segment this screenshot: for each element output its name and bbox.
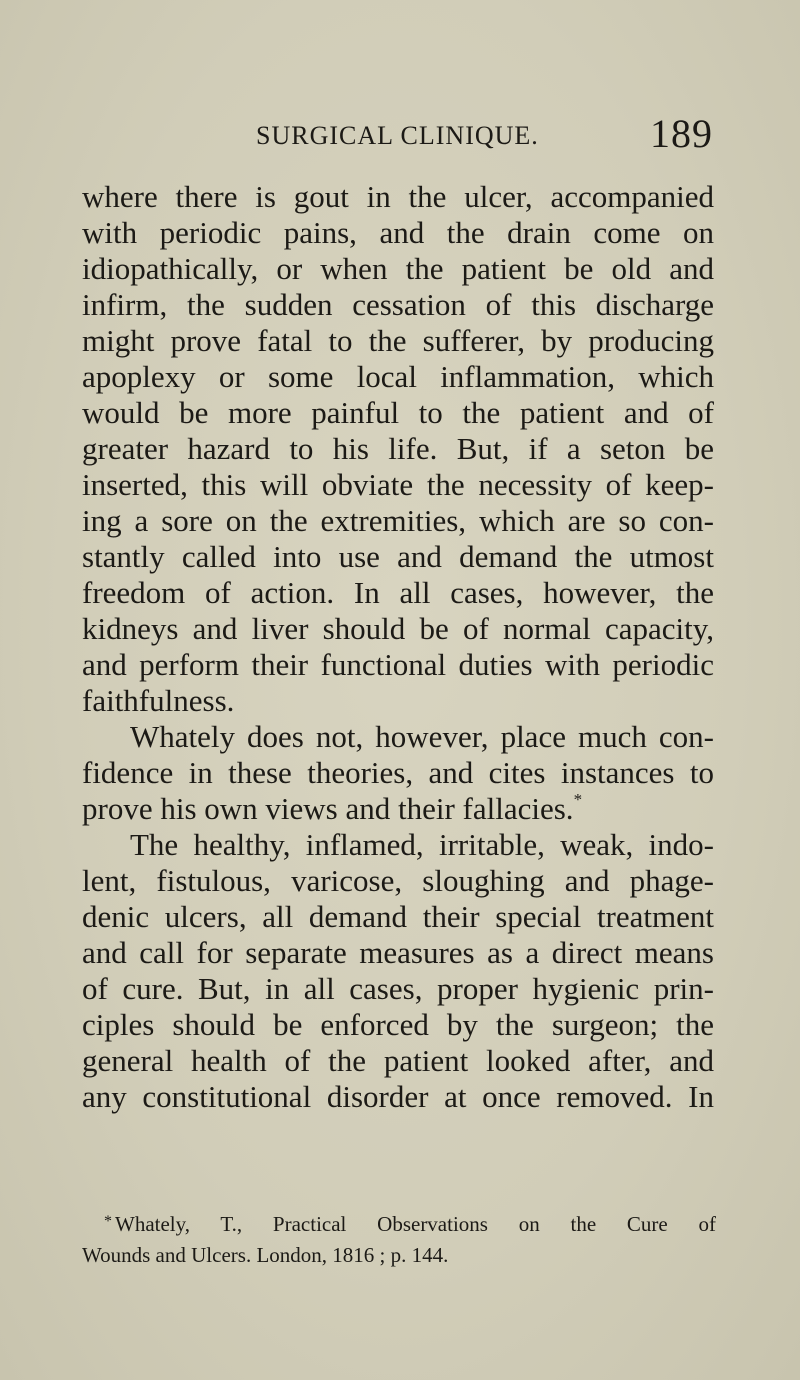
page-number: 189 xyxy=(650,111,713,156)
footnote-reference: * xyxy=(573,790,583,809)
text-line: might prove fatal to the sufferer, by producing xyxy=(82,323,714,358)
text-line: faithfulness. xyxy=(82,683,235,718)
footnote-line: Wounds and Ulcers. London, 1816 ; p. 144. xyxy=(82,1243,449,1267)
text-line xyxy=(82,791,714,827)
text-line: stantly called into use and demand the utmost xyxy=(82,539,714,574)
text-line: of cure. But, in all cases, proper hygienic prin- xyxy=(82,971,714,1006)
text-line: freedom of action. In all cases, however, the xyxy=(82,575,714,610)
text-line: infirm, the sudden cessation of this discharge xyxy=(82,287,714,322)
text-line: greater hazard to his life. But, if a seton be xyxy=(82,431,714,466)
text-line-content: prove his own views and their fallacies. xyxy=(82,791,574,826)
text-line: and perform their functional duties with periodic xyxy=(82,647,714,682)
text-line: general health of the patient looked after, and xyxy=(82,1043,714,1078)
text-line: with periodic pains, and the drain come on xyxy=(82,215,714,250)
text-line: any constitutional disorder at once removed. In xyxy=(82,1079,714,1114)
text-line: inserted, this will obviate the necessity of keep- xyxy=(82,467,714,502)
text-line: where there is gout in the ulcer, accompanied xyxy=(82,179,714,214)
text-line: idiopathically, or when the patient be old and xyxy=(82,251,714,286)
text-line: lent, fistulous, varicose, sloughing and phage- xyxy=(82,863,714,898)
running-head xyxy=(80,111,720,158)
text-line: The healthy, inflamed, irritable, weak, indo- xyxy=(130,827,714,862)
text-line: Whately does not, however, place much con- xyxy=(130,719,714,754)
footnote-line xyxy=(104,1208,716,1236)
text-line: kidneys and liver should be of normal capacity, xyxy=(82,611,714,646)
text-line: and call for separate measures as a direct means xyxy=(82,935,714,970)
text-line: ing a sore on the extremities, which are so con- xyxy=(82,503,714,538)
running-title: SURGICAL CLINIQUE. xyxy=(256,121,539,150)
text-line: denic ulcers, all demand their special treatment xyxy=(82,899,714,934)
text-line: fidence in these theories, and cites instances to xyxy=(82,755,714,790)
footnote-marker: * xyxy=(104,1213,112,1230)
text-line: apoplexy or some local inflammation, which xyxy=(82,359,714,394)
text-line: ciples should be enforced by the surgeon; the xyxy=(82,1007,714,1042)
footnote-text: Whately, T., Practical Observations on the Cure of xyxy=(115,1212,716,1236)
text-line: would be more painful to the patient and of xyxy=(82,395,714,430)
